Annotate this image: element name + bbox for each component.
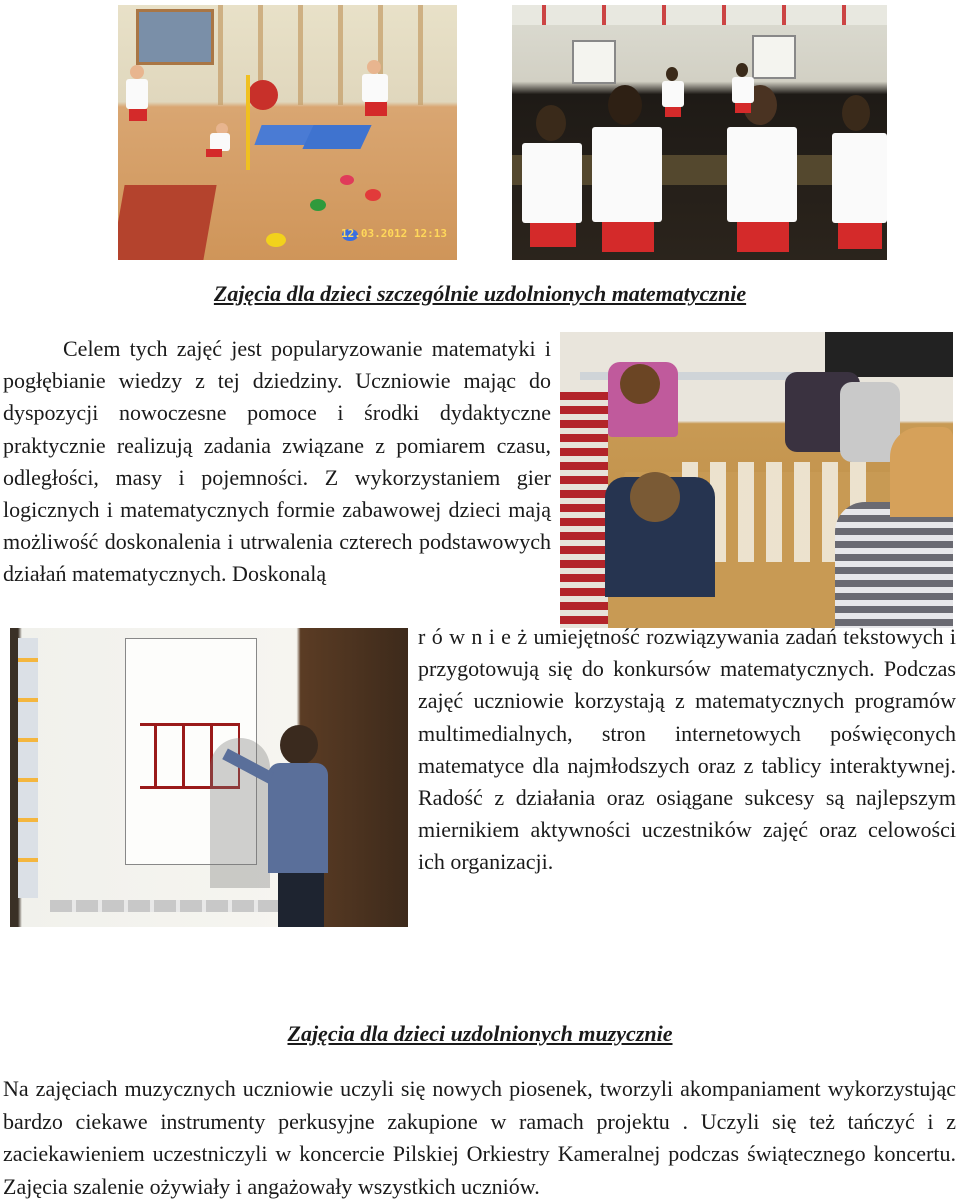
section-heading-music: Zajęcia dla dzieci uzdolnionych muzycznie xyxy=(287,1021,673,1046)
gym-exercise-photo xyxy=(118,5,457,260)
math-paragraph-1: Celem tych zajęć jest popularyzowanie matematyki i pogłębianie wiedzy z tej dziedziny. Uczniowie mając do dyspozycji nowoczesne pomoce i środki dydaktyczne praktycznie realizują zadania związane z pomiarem czasu, odległości, masy i pojemności. Z wykorzystaniem gier logicznych i matematycznych formie zabawowej dzieci mają możliwość doskonalenia i utrwalenia czterech podstawowych działań matematycznych. Doskonalą xyxy=(3,336,551,587)
photo-date-stamp: 12.03.2012 12:13 xyxy=(341,227,447,240)
math-paragraph-2: r ó w n i e ż umiejętność rozwiązywania zadań tekstowych i przygotowują się do konkursów matematycznych. Podczas zajęć uczniowie korzystają z matematycznych programów multimedialnych, stron internetowych poświęconych matematyce dla najmłodszych oraz z tablicy interaktywnej. Radość z działania oraz osiągane sukcesy są najlepszym miernikiem aktywności uczestników zajęć oraz celowości ich organizacji. xyxy=(418,624,956,875)
math-game-photo xyxy=(560,332,953,628)
music-paragraph: Na zajęciach muzycznych uczniowie uczyli się nowych piosenek, tworzyli akompaniament wykorzystując bardzo ciekawe instrumenty perkusyjne zakupione w ramach projektu . Uczyli się też tańczyć i z zaciekawieniem uczestniczyli w koncercie Pilskiej Orkiestry Kameralnej podczas świątecznego koncertu. Zajęcia szalenie ożywiały i angażowały wszystkich uczniów. xyxy=(3,1076,956,1199)
interactive-whiteboard-photo xyxy=(10,628,408,927)
section-heading-math: Zajęcia dla dzieci szczególnie uzdolnionych matematycznie xyxy=(213,281,747,306)
gym-children-photo xyxy=(512,5,887,260)
